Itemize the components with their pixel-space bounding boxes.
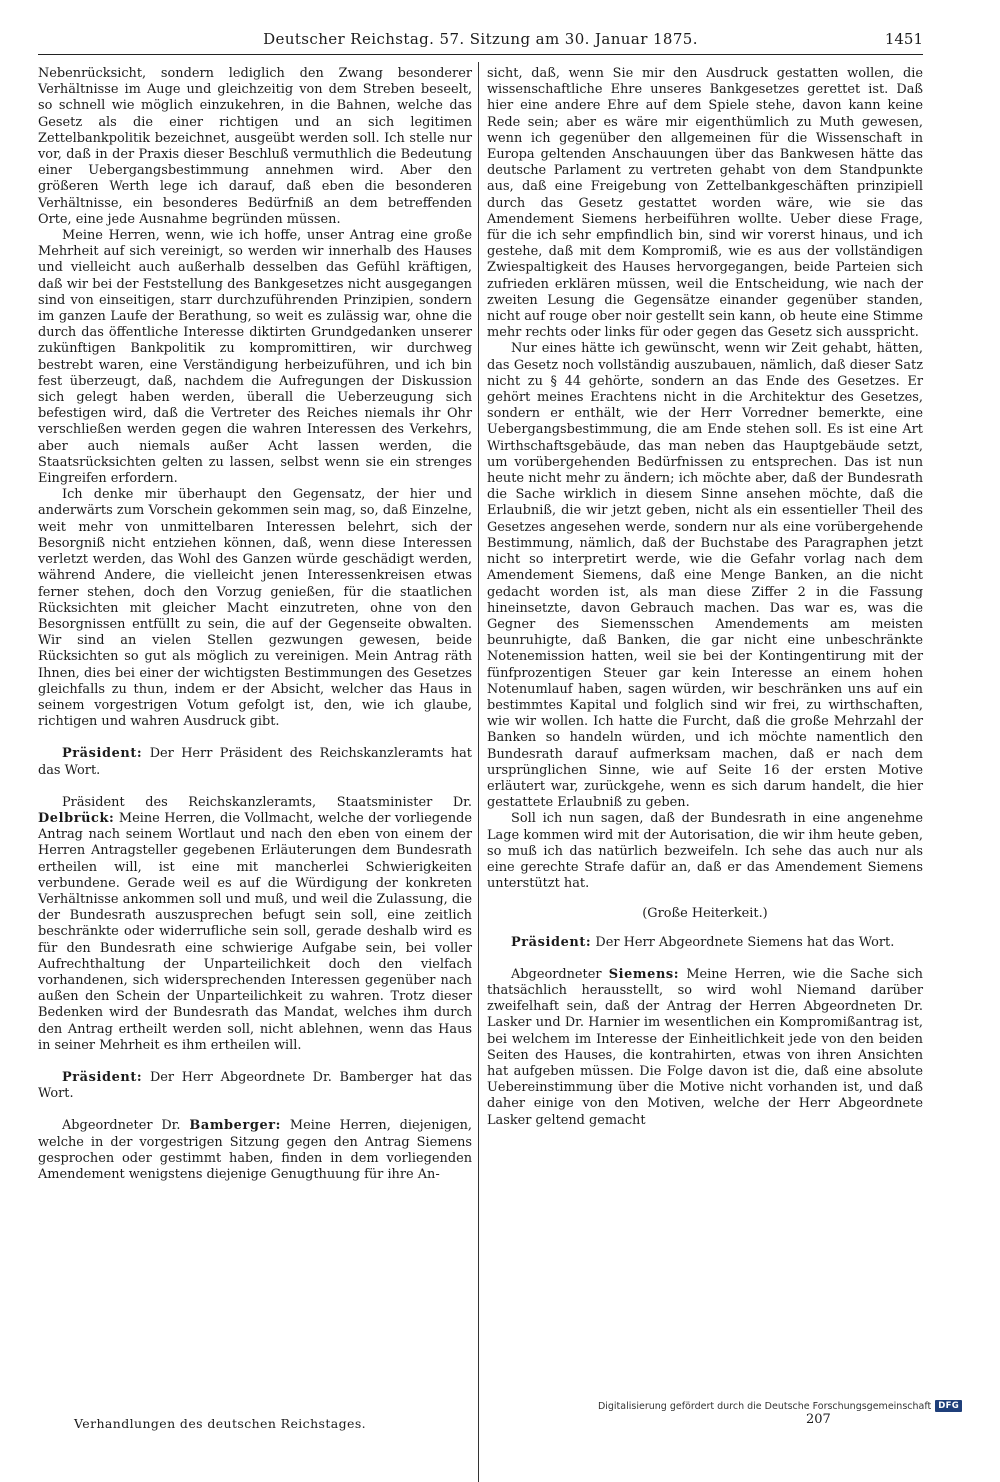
- left-column: [38, 66, 472, 1183]
- right-column: [487, 66, 923, 1129]
- paragraph: Nur eines hätte ich gewünscht, wenn wir Zeit gehabt, hätten, das Gesetz noch vollständig auszubauen, nämlich, daß dieser Satz nicht zu § 44 gehörte, sondern an das Ende des Gesetzes. Er gehört meines Erachtens nicht in die Architektur des Gesetzes, sondern er enthält, wie der Herr Vorredner bemerkte, eine Uebergangsbestimmung, die am Ende stehen soll. Es ist eine Art Wirthschaftsgebäude, das man neben das Hauptgebäude setzt, um vorübergehenden Bedürfnissen zu entsprechen. Das ist nun heute nicht mehr zu ändern; ich möchte aber, daß der Bundesrath die Sache wirklich in diesem Sinne ansehen möchte, daß die Erlaubniß, die wir jetzt geben, nicht als ein essentieller Theil des Gesetzes angesehen werde, sondern nur als eine vorübergehende Bestimmung, nämlich, daß der Buchstabe des Paragraphen jetzt nicht so interpretirt werde, wie die Gefahr vorlag nach dem Amendement Siemens, daß eine Menge Banken, an die nicht gedacht worden ist, als man diese Ziffer 2 in die Fassung hineinsetzte, davon Gebrauch machen. Das war es, was die Gegner des Siemensschen Amendements am meisten beunruhigte, daß Banken, die gar nicht eine unbeschränkte Notenemission hatten, weil sie bei der Kontingentirung mit der fünfprozentigen Steuer gar kein Interesse an einem hohen Notenumlauf haben, sagen würden, wir beschränken uns auf ein bestimmtes Kapital und folglich sind wir frei, zu wirthschaften, wie wir wollen. Ich hatte die Furcht, daß die große Mehrzahl der Banken so handeln würden, und ich möchte namentlich den Bundesrath darauf aufmerksam machen, daß er nach dem ursprünglichen Sinne, wie auf Seite 16 der ersten Motive erläutert war, zurückgehe, wenn es sich darum handelt, die hier gestattete Erlaubniß zu geben.: [487, 341, 923, 811]
- paragraph: sicht, daß, wenn Sie mir den Ausdruck gestatten wollen, die wissenschaftliche Ehre unseres Bankgesetzes gerettet ist. Daß hier eine andere Ehre auf dem Spiele stehe, davon kann keine Rede sein; aber es wäre mir eigenthümlich zu Muth gewesen, wenn ich gegenüber den allgemeinen für die Wissenschaft in Europa geltenden Anschauungen über das Bankwesen hätte das deutsche Parlament zu vertreten gehabt von dem Standpunkte aus, daß eine Freigebung von Zettelbankgeschäften prinzipiell durch das Gesetz gestattet worden wäre, wie sie das Amendement Siemens herbeiführen wollte. Ueber diese Frage, für die ich sehr empfindlich bin, sind wir vorerst hinaus, und ich gestehe, daß mit dem Kompromiß, wie es aus der vollständigen Zwiespaltigkeit des Hauses hervorgegangen, beide Parteien sich zufrieden erklären müssen, weil die Entscheidung, wie nach der zweiten Lesung die Gegensätze einander gegenüber standen, nicht auf rouge ober noir gestellt sein kann, ob heute eine Stimme mehr rechts oder links für oder gegen das Gesetz sich ausspricht.: [487, 66, 923, 341]
- paragraph: Meine Herren, wenn, wie ich hoffe, unser Antrag eine große Mehrheit auf sich vereinigt, so werden wir innerhalb des Hauses und vielleicht auch außerhalb desselben das Gefühl kräftigen, daß wir bei der Feststellung des Bankgesetzes nicht ausgegangen sind von einseitigen, starr durchzuführenden Prinzipien, sondern im ganzen Laufe der Berathung, so weit es zulässig war, ohne die durch das öffentliche Interesse diktirten Grundgedanken unserer zukünftigen Bankpolitik zu kompromittiren, wir durchweg bestrebt waren, eine Verständigung herbeizuführen, und ich bin fest überzeugt, daß, nachdem die Aufregungen der Diskussion sich gelegt haben werden, überall die Ueberzeugung sich befestigen wird, daß die Vertreter des Reiches niemals ihr Ohr verschließen werden gegen die wahren Interessen des Verkehrs, aber auch niemals außer Acht lassen werden, die Staatsrücksichten gelten zu lassen, selbst wenn sie ein strenges Eingreifen erfordern.: [38, 228, 472, 487]
- funding-note: [598, 1400, 962, 1412]
- speech-paragraph: [38, 1118, 472, 1183]
- speech-paragraph: [38, 795, 472, 1054]
- speech-text: Der Herr Abgeordnete Dr. Bamberger hat das Wort.: [38, 1069, 472, 1102]
- speaker-name: Präsident:: [511, 934, 592, 950]
- speech-text: Der Herr Abgeordnete Siemens hat das Wort.: [595, 934, 895, 950]
- funding-text: Digitalisierung gefördert durch die Deutsche Forschungsgemeinschaft: [597, 1400, 932, 1412]
- page-number: 1451: [884, 30, 923, 48]
- speech-text: Der Herr Präsident des Reichskanzleramts hat das Wort.: [38, 746, 472, 778]
- paragraph: Nebenrücksicht, sondern lediglich den Zwang besonderer Verhältnisse im Auge und gleichzeitig von dem Streben beseelt, so schnell wie möglich einzukehren, in die Bahnen, welche das Gesetz als die einer richtigen und an sich legitimen Zettelbankpolitik bezeichnet, ausgeübt werden soll. Ich stelle nur vor, daß in der Praxis dieser Beschluß vermuthlich die Bedeutung einer Uebergangsbestimmung annehmen wird. Aber den größeren Werth lege ich darauf, daß eben die besonderen Verhältnisse, ein besonderes Bedürfniß an dem betreffenden Orte, eine jede Ausnahme begründen müssen.: [38, 66, 472, 227]
- sheet-number: 207: [806, 1412, 831, 1427]
- speaker-name: Präsident:: [62, 746, 143, 762]
- column-divider: [478, 62, 479, 1482]
- speaker-name: Siemens:: [608, 966, 680, 982]
- speaker-name: Bamberger:: [189, 1118, 282, 1134]
- speech-paragraph: [487, 967, 923, 1129]
- running-header: [38, 28, 923, 55]
- stage-direction: (Große Heiterkeit.): [642, 906, 768, 922]
- speech-text: Meine Herren, wie die Sache sich thatsächlich herausstellt, so wird wohl Niemand darüber zweifelhaft sein, daß der Antrag der Herren Abgeordneten Dr. Lasker und Dr. Harnier im wesentlichen ein Kompromißantrag ist, bei welchem im Interesse der Einheitlichkeit jede von den beiden Seiten des Hauses, die kontrahirten, etwas von ihren Ansichten hat aufgeben müssen. Die Folge davon ist die, daß eine absolute Uebereinstimmung über die Motive nicht vorhanden ist, und daß daher einige von den Motiven, welche der Herr Abgeordnete Lasker geltend gemacht: [487, 966, 923, 1128]
- header-title: Deutscher Reichstag. 57. Sitzung am 30. Januar 1875.: [263, 30, 698, 48]
- speaker-prefix: Abgeordneter: [511, 966, 602, 982]
- paragraph: Soll ich nun sagen, daß der Bundesrath in eine angenehme Lage kommen wird mit der Autorisation, die wir ihm heute geben, so muß ich das natürlich bezweifeln. Ich sehe das auch nur als eine gerechte Strafe dafür an, daß er das Amendement Siemens unterstützt hat.: [487, 811, 923, 892]
- speech-paragraph: [38, 746, 472, 778]
- dfg-logo: DFG: [935, 1400, 962, 1412]
- speech-text: Meine Herren, diejenigen, welche in der vorgestrigen Sitzung gegen den Antrag Siemens gesprochen oder gestimmt haben, finden in dem vorliegenden Amendement wenigstens diejenige Genugthuung für ihre An-: [38, 1118, 472, 1182]
- paragraph: Ich denke mir überhaupt den Gegensatz, der hier und anderwärts zum Vorschein gekommen sein mag, so, daß Einzelne, weit mehr von unmittelbaren Interessen belehrt, sich der Besorgniß nicht entziehen können, daß, wenn diese Interessen verletzt werden, das Wohl des Ganzen würde geschädigt werden, während Andere, die vielleicht jenen Interessenkreisen etwas ferner stehen, doch den Vorzug genießen, für die staatlichen Rücksichten mit gleicher Macht einzutreten, ohne von den Besorgnissen entfüllt zu sein, die auf der Gegenseite obwalten. Wir sind an vielen Stellen gezwungen gewesen, beide Rücksichten so gut als möglich zu vereinigen. Mein Antrag räth Ihnen, dies bei einer der wichtigsten Bestimmungen des Gesetzes gleichfalls zu thun, indem er der Absicht, welcher das Haus in seinem vorgestrigen Votum gefolgt ist, den, wie ich glaube, richtigen und wahren Ausdruck gibt.: [38, 487, 472, 730]
- speaker-prefix: Abgeordneter Dr.: [62, 1118, 181, 1134]
- speech-text: Meine Herren, die Vollmacht, welche der vorliegende Antrag nach seinem Wortlaut und nach den eben von einem der Herren Antragsteller gegebenen Erläuterungen dem Bundesrath ertheilen will, ist eine mit mancherlei Schwierigkeiten verbundene. Gerade weil es auf die Würdigung der konkreten Verhältnisse ankommen soll und muß, und weil die Zulassung, die der Bundesrath auszusprechen befugt sein soll, eine zeitlich beschränkte oder widerrufliche sein soll, gerade deshalb wird es für den Bundesrath eine schwierige Aufgabe sein, bei voller Aufrechthaltung der Unparteilichkeit doch den vielfach vorhandenen, sich widersprechenden Interessen gegenüber nach außen den Schein der Unparteilichkeit zu wahren. Trotz dieser Bedenken wird der Bundesrath das Mandat, welches ihm durch den Antrag ertheilt werden soll, nicht ablehnen, wenn das Haus in seiner Mehrheit es ihm ertheilen will.: [38, 810, 472, 1053]
- speaker-name: Delbrück:: [38, 810, 115, 826]
- speaker-prefix: Präsident des Reichskanzleramts, Staatsminister Dr.: [62, 794, 472, 810]
- footer-source: Verhandlungen des deutschen Reichstages.: [74, 1416, 367, 1431]
- speaker-name: Präsident:: [62, 1069, 143, 1085]
- speech-paragraph: [38, 1070, 472, 1102]
- speech-paragraph: [487, 935, 923, 951]
